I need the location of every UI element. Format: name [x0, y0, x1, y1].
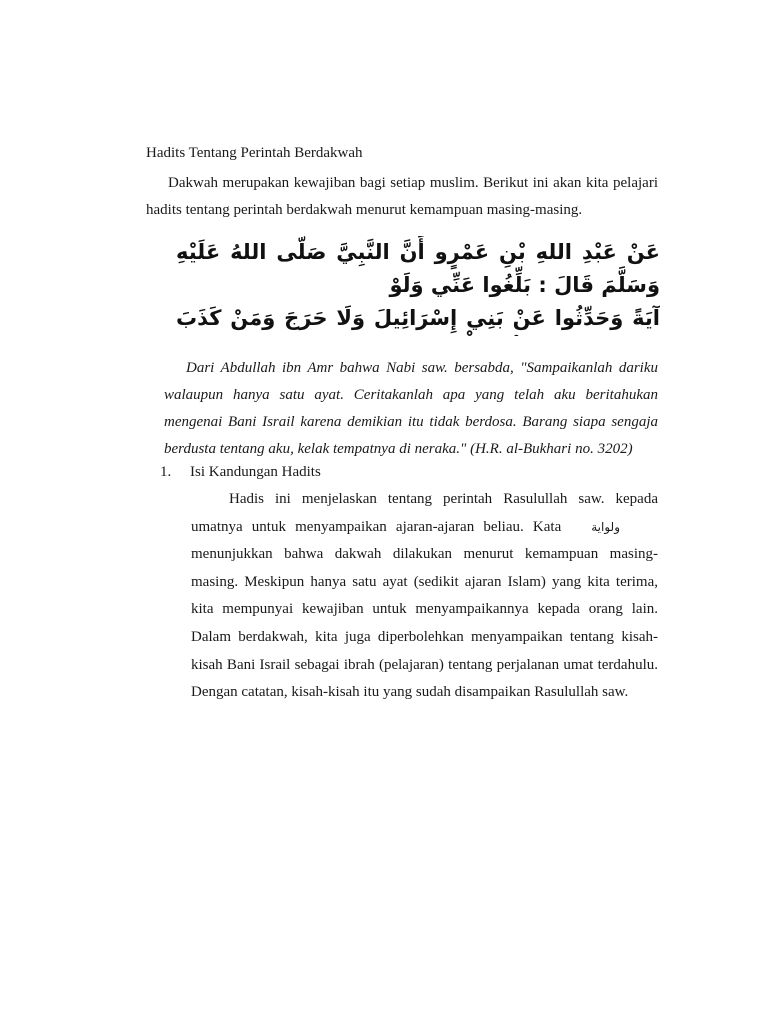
section-body — [191, 486, 658, 707]
arabic-inline-word: ولواية — [591, 519, 620, 534]
arabic-line-2: آيَةً وَحَدِّثُوا عَنْ بَنِي إِسْرَائِيلَ وَلَا حَرَجَ وَمَنْ كَذَبَ — [176, 306, 660, 330]
section-number: 1. — [160, 464, 172, 480]
body-text-before: Hadis ini menjelaskan tentang perintah Rasulullah saw. kepada umatnya untuk menyampaikan ajaran-ajaran beliau. Kata — [191, 491, 658, 535]
intro-paragraph: Dakwah merupakan kewajiban bagi setiap muslim. Berikut ini akan kita pelajari hadits tentang perintah berdakwah menurut kemampuan masing-masing. — [146, 175, 658, 218]
section-title: Isi Kandungan Hadits — [190, 464, 321, 480]
body-text-after: menunjukkan bahwa dakwah dilakukan menurut kemampuan masing-masing. Meskipun hanya satu ayat (sedikit ajaran Islam) yang kita terima, kita mempunyai kewajiban untuk menyampaikannya kepada orang lain. Dalam berdakwah, kita juga diperbolehkan menyampaikan tentang kisah-kisah Bani Israil sebagai ibrah (pelajaran) tentang perjalanan umat terdahulu. Dengan catatan, kisah-kisah itu yang sudah disampaikan Rasulullah saw. — [191, 546, 658, 701]
arabic-line-1: عَنْ عَبْدِ اللهِ بْنِ عَمْرٍو أَنَّ النَّبِيَّ صَلَّى اللهُ عَلَيْهِ وَسَلَّمَ قَالَ : بَلِّغُوا عَنِّي وَلَوْ — [176, 240, 660, 297]
section-heading — [160, 464, 321, 481]
arabic-hadith-text — [176, 236, 660, 336]
document-title: Hadits Tentang Perintah Berdakwah — [146, 145, 363, 161]
hadith-translation: Dari Abdullah ibn Amr bahwa Nabi saw. bersabda, "Sampaikanlah dariku walaupun hanya satu ayat. Ceritakanlah apa yang telah aku beritahukan mengenai Bani Israil karena demikian itu tidak berdosa. Barang siapa sengaja berdusta tentang aku, kelak tempatnya di neraka." (H.R. al-Bukhari no. 3202) — [164, 360, 658, 457]
